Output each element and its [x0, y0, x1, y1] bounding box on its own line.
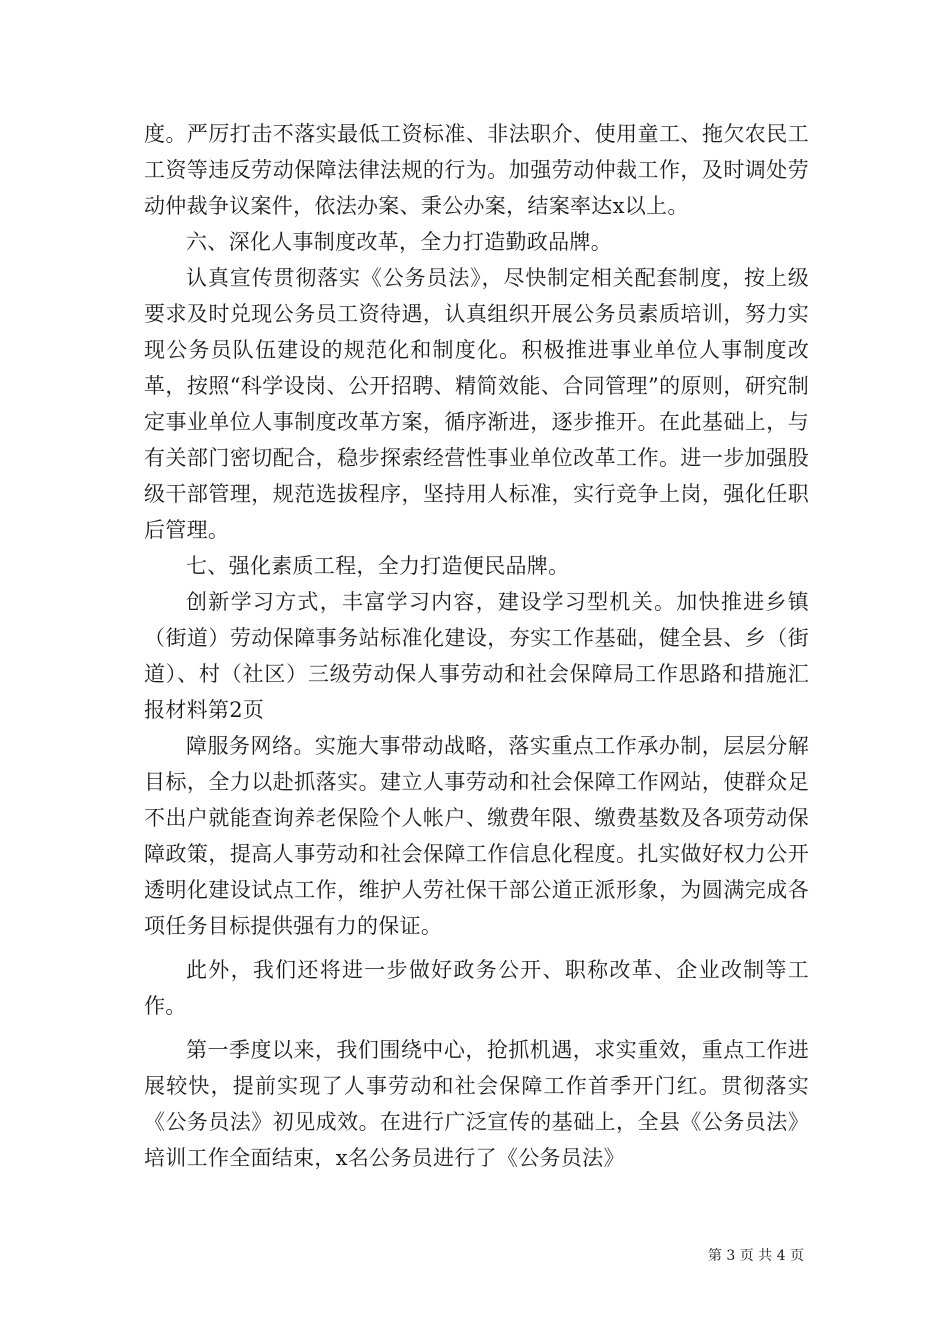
section-heading-seven: 七、强化素质工程，全力打造便民品牌。	[186, 554, 570, 578]
paragraph-service-network: 障服务网络。实施大事带动战略，落实重点工作承办制，层层分解目标，全力以赴抓落实。建立人事劳动和社会保障工作网站，使群众足不出户就能查询养老保险个人帐户、缴费年限、缴费基数及各项劳动保障政策，提高人事劳动和社会保障工作信息化程度。扎实做好权力公开透明化建设试点工作，维护人劳社保干部公道正派形象，为圆满完成各项任务目标提供强有力的保证。	[144, 734, 809, 938]
document-body	[144, 116, 809, 1176]
paragraph-learning-innovation: 创新学习方式，丰富学习内容，建设学习型机关。加快推进乡镇（街道）劳动保障事务站标准化建设，夯实工作基础，健全县、乡（街道）、村（社区）三级劳动保人事劳动和社会保障局工作思路和措施汇报材料第2页	[144, 590, 809, 722]
section-heading-six: 六、深化人事制度改革，全力打造勤政品牌。	[186, 230, 612, 254]
page-number-footer: 第 3 页 共 4 页	[707, 1248, 804, 1264]
paragraph-continuation: 度。严厉打击不落实最低工资标准、非法职介、使用童工、拖欠农民工工资等违反劳动保障法律法规的行为。加强劳动仲裁工作，及时调处劳动仲裁争议案件，依法办案、秉公办案，结案率达x以上。	[144, 122, 809, 218]
paragraph-additional-work: 此外，我们还将进一步做好政务公开、职称改革、企业改制等工作。	[144, 958, 809, 1018]
paragraph-first-quarter: 第一季度以来，我们围绕中心，抢抓机遇，求实重效，重点工作进展较快，提前实现了人事劳动和社会保障工作首季开门红。贯彻落实《公务员法》初见成效。在进行广泛宣传的基础上，全县《公务员法》培训工作全面结束，x名公务员进行了《公务员法》	[144, 1038, 809, 1170]
paragraph-civil-servant-reform: 认真宣传贯彻落实《公务员法》，尽快制定相关配套制度，按上级要求及时兑现公务员工资待遇，认真组织开展公务员素质培训，努力实现公务员队伍建设的规范化和制度化。积极推进事业单位人事制度改革，按照“科学设岗、公开招聘、精简效能、合同管理”的原则，研究制定事业单位人事制度改革方案，循序渐进，逐步推开。在此基础上，与有关部门密切配合，稳步探索经营性事业单位改革工作。进一步加强股级干部管理，规范选拔程序，坚持用人标准，实行竞争上岗，强化任职后管理。	[144, 266, 809, 542]
